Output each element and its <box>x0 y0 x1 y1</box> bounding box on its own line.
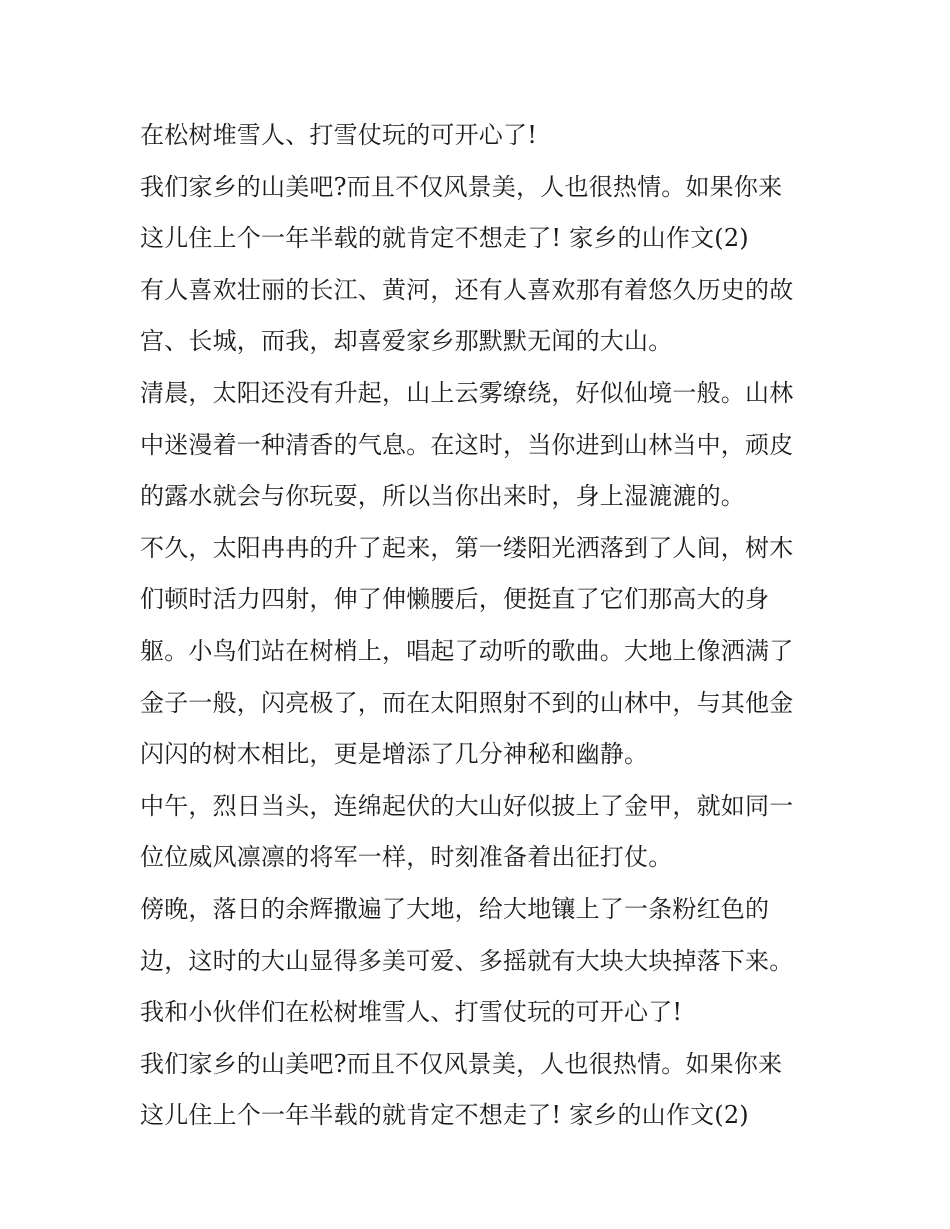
document-body <box>140 110 840 1142</box>
text-line: 边，这时的大山显得多美可爱、多摇就有大块大块掉落下来。 <box>140 946 794 975</box>
text-line: 我和小伙伴们在松树堆雪人、打雪仗玩的可开心了! <box>140 998 683 1027</box>
text-line: 这儿住上个一年半载的就肯定不想走了! 家乡的山作文(2) <box>140 1101 749 1130</box>
text-line: 这儿住上个一年半载的就肯定不想走了! 家乡的山作文(2) <box>140 224 749 253</box>
text-line: 我们家乡的山美吧?而且不仅风景美，人也很热情。如果你来 <box>140 172 783 201</box>
text-line: 我们家乡的山美吧?而且不仅风景美，人也很热情。如果你来 <box>140 1049 783 1078</box>
text-line: 金子一般，闪亮极了，而在太阳照射不到的山林中，与其他金 <box>140 688 794 717</box>
text-line: 闪闪的树木相比，更是增添了几分神秘和幽静。 <box>140 740 649 769</box>
text-line: 的露水就会与你玩耍，所以当你出来时，身上湿漉漉的。 <box>140 482 745 511</box>
text-line: 傍晚，落日的余辉撒遍了大地，给大地镶上了一条粉红色的 <box>140 894 770 923</box>
text-line: 在松树堆雪人、打雪仗玩的可开心了! <box>140 121 538 149</box>
text-line: 有人喜欢壮丽的长江、黄河，还有人喜欢那有着悠久历史的故 <box>140 275 794 304</box>
text-line: 中迷漫着一种清香的气息。在这时，当你进到山林当中，顽皮 <box>140 430 794 459</box>
text-line: 们顿时活力四射，伸了伸懒腰后，便挺直了它们那高大的身 <box>140 585 770 614</box>
text-line: 宫、长城，而我，却喜爱家乡那默默无闻的大山。 <box>140 327 673 356</box>
text-line: 中午，烈日当头，连绵起伏的大山好似披上了金甲，就如同一 <box>140 791 794 820</box>
text-line: 清晨，太阳还没有升起，山上云雾缭绕，好似仙境一般。山林 <box>140 378 794 407</box>
text-line: 躯。小鸟们站在树梢上，唱起了动听的歌曲。大地上像洒满了 <box>140 636 794 665</box>
text-line: 位位威风凛凛的将军一样，时刻准备着出征打仗。 <box>140 843 673 872</box>
text-line: 不久，太阳冉冉的升了起来，第一缕阳光洒落到了人间，树木 <box>140 533 794 562</box>
